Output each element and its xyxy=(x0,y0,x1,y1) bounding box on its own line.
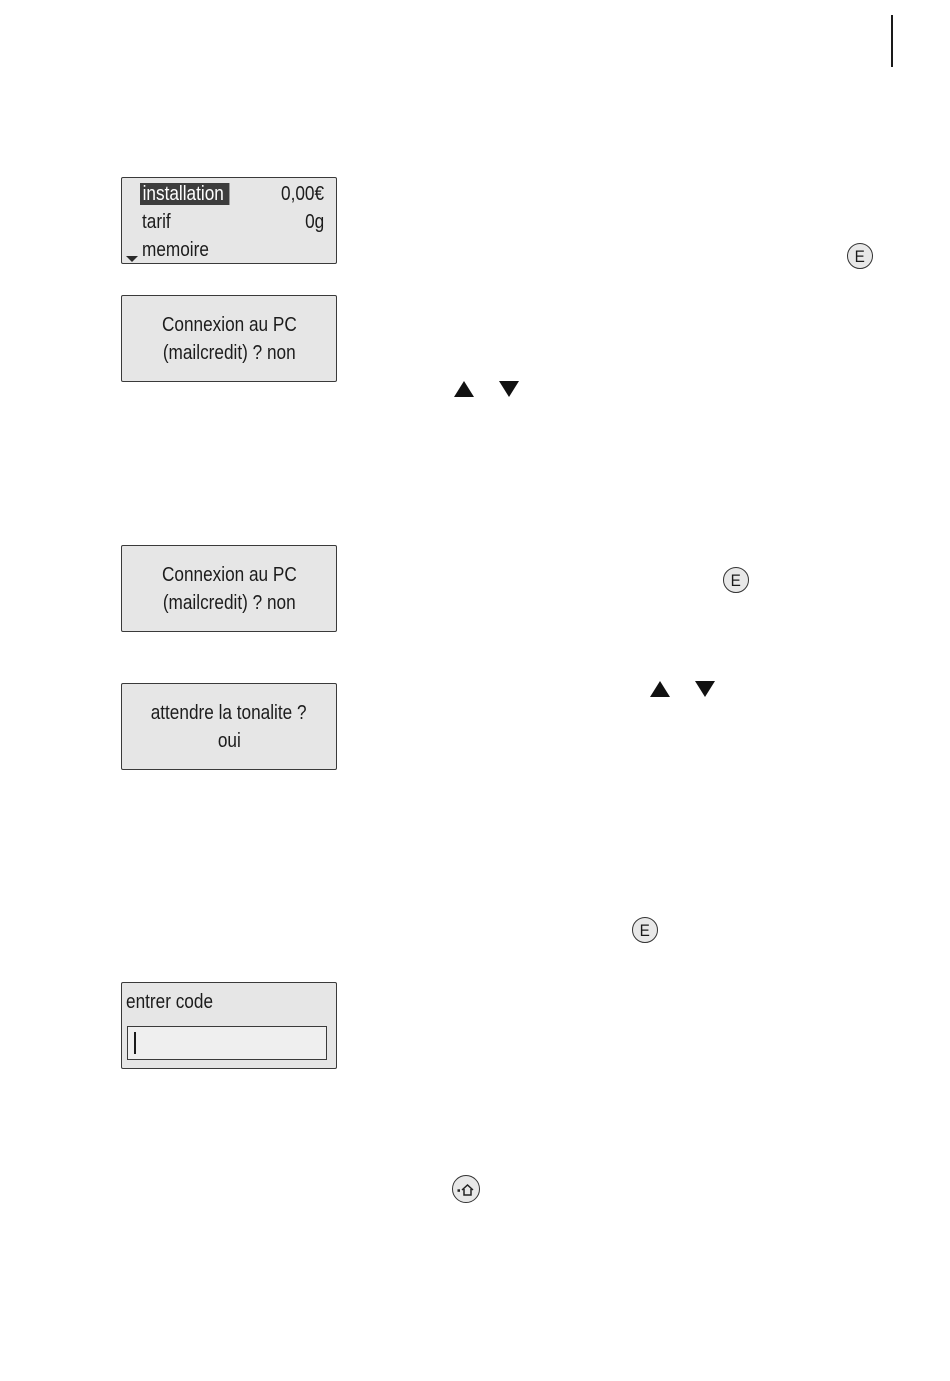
code-entry-label: entrer code xyxy=(126,991,214,1013)
enter-key-label: E xyxy=(639,920,651,940)
menu-item-tarif xyxy=(142,209,324,235)
menu-item-label: memoire xyxy=(142,239,209,261)
display-tone-wait xyxy=(121,683,337,770)
display-line-2: oui xyxy=(217,729,241,752)
enter-key-label: E xyxy=(854,246,866,266)
triangle-up-icon xyxy=(650,681,670,697)
text-cursor xyxy=(134,1032,136,1054)
enter-key-icon xyxy=(847,243,873,269)
display-menu xyxy=(121,177,337,264)
display-pc-connection-confirm xyxy=(121,545,337,632)
display-line-2: (mailcredit) ? non xyxy=(162,591,296,614)
menu-item-label: tarif xyxy=(142,211,171,233)
page-edge-marker xyxy=(891,15,893,67)
display-line-2: (mailcredit) ? non xyxy=(162,341,296,364)
enter-key-icon xyxy=(723,567,749,593)
code-input-field xyxy=(127,1026,327,1060)
display-line-1: Connexion au PC xyxy=(161,313,297,336)
menu-item-label: installation xyxy=(140,183,229,205)
home-glyph-icon xyxy=(453,1176,481,1204)
display-pc-connection xyxy=(121,295,337,382)
triangle-up-icon xyxy=(454,381,474,397)
display-line-1: Connexion au PC xyxy=(161,563,297,586)
display-line-1: attendre la tonalite ? xyxy=(151,701,307,724)
triangle-down-icon xyxy=(499,381,519,397)
enter-key-icon xyxy=(632,917,658,943)
triangle-down-icon xyxy=(695,681,715,697)
menu-item-value: 0,00€ xyxy=(280,183,324,205)
display-code-entry xyxy=(121,982,337,1069)
home-key-icon xyxy=(452,1175,480,1203)
enter-key-label: E xyxy=(730,570,742,590)
menu-item-memoire xyxy=(142,237,324,263)
scroll-down-icon xyxy=(126,256,138,262)
menu-item-installation xyxy=(142,181,324,207)
menu-item-value: 0g xyxy=(304,211,324,233)
